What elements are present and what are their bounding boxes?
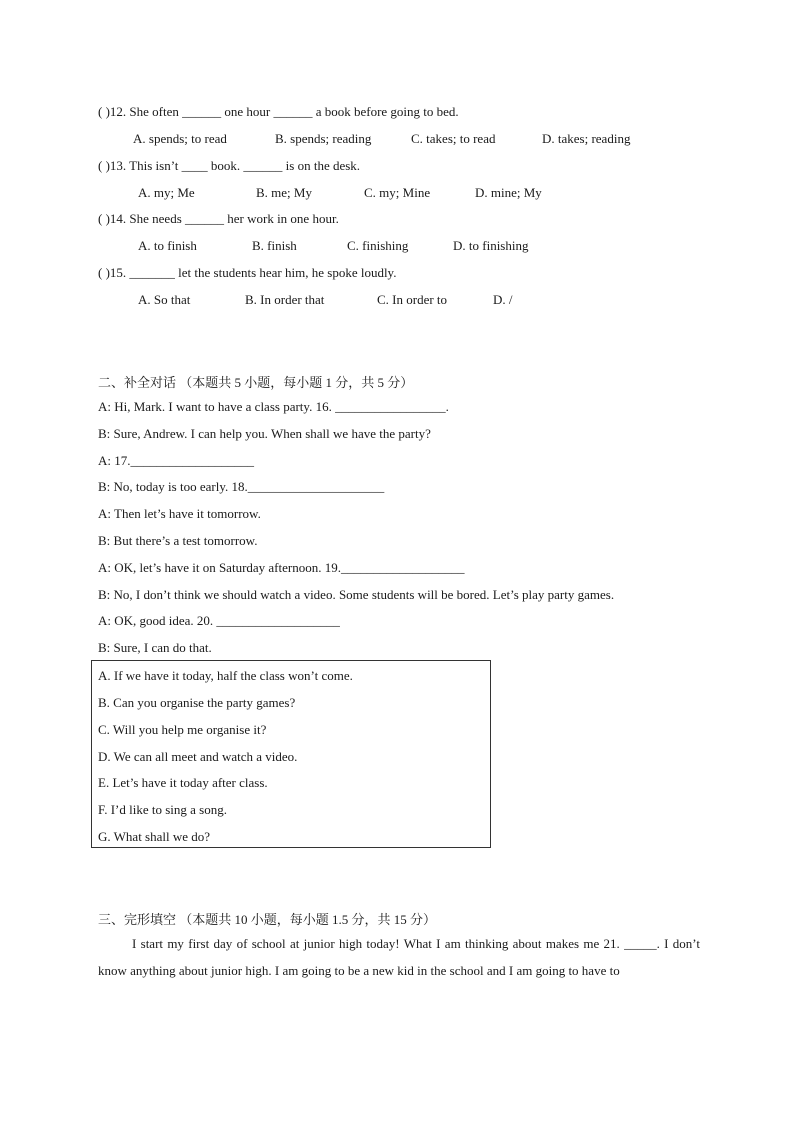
question-stem: ( )14. She needs ______ her work in one hour. bbox=[98, 211, 339, 226]
option-b: B. In order that bbox=[245, 292, 325, 307]
dialogue-line: B: No, I don’t think we should watch a video. Some students will be bored. Let’s play party games. bbox=[98, 587, 615, 602]
option-b: B. me; My bbox=[256, 185, 312, 200]
cloze-paragraph: I start my first day of school at junior high today! What I am thinking about makes me 21. _____. I don’t know anything about junior high. I am going to be a new kid in the school and I am going to have to bbox=[98, 936, 700, 978]
choice-item: D. We can all meet and watch a video. bbox=[98, 749, 298, 764]
option-c: C. my; Mine bbox=[364, 185, 431, 200]
option-c: C. In order to bbox=[377, 292, 448, 307]
choice-item: F. I’d like to sing a song. bbox=[98, 802, 227, 817]
option-a: A. my; Me bbox=[138, 185, 195, 200]
question-stem: ( )13. This isn’t ____ book. ______ is on the desk. bbox=[98, 158, 361, 173]
dialogue-line: B: No, today is too early. 18._____________________ bbox=[98, 479, 385, 494]
question-stem: ( )12. She often ______ one hour ______ a book before going to bed. bbox=[98, 104, 459, 119]
option-b: B. spends; reading bbox=[275, 131, 372, 146]
dialogue-line: A: OK, good idea. 20. ___________________ bbox=[98, 613, 340, 628]
section-2-title: 二、补全对话 （本题共 5 小题，每小题 1 分，共 5 分） bbox=[98, 375, 414, 390]
option-c: C. takes; to read bbox=[411, 131, 496, 146]
dialogue-line: A: Hi, Mark. I want to have a class party. 16. _________________. bbox=[98, 399, 449, 414]
choice-item: E. Let’s have it today after class. bbox=[98, 775, 268, 790]
option-d: D. mine; My bbox=[475, 185, 542, 200]
answer-choices-box bbox=[91, 660, 491, 848]
choice-item: C. Will you help me organise it? bbox=[98, 722, 267, 737]
option-d: D. to finishing bbox=[453, 238, 529, 253]
dialogue-line: B: Sure, Andrew. I can help you. When shall we have the party? bbox=[98, 426, 431, 441]
option-a: A. to finish bbox=[138, 238, 197, 253]
question-stem: ( )15. _______ let the students hear him, he spoke loudly. bbox=[98, 265, 397, 280]
dialogue-line: A: OK, let’s have it on Saturday afternoon. 19.___________________ bbox=[98, 560, 465, 575]
dialogue-line: B: But there’s a test tomorrow. bbox=[98, 533, 258, 548]
option-a: A. So that bbox=[138, 292, 191, 307]
choice-item: A. If we have it today, half the class won’t come. bbox=[98, 668, 353, 683]
option-b: B. finish bbox=[252, 238, 297, 253]
dialogue-line: A: Then let’s have it tomorrow. bbox=[98, 506, 261, 521]
dialogue-line: B: Sure, I can do that. bbox=[98, 640, 212, 655]
option-d: D. takes; reading bbox=[542, 131, 631, 146]
choice-item: B. Can you organise the party games? bbox=[98, 695, 296, 710]
section-3-title: 三、完形填空 （本题共 10 小题，每小题 1.5 分，共 15 分） bbox=[98, 912, 437, 927]
choice-item: G. What shall we do? bbox=[98, 829, 211, 844]
option-a: A. spends; to read bbox=[133, 131, 227, 146]
dialogue-line: A: 17.___________________ bbox=[98, 453, 254, 468]
option-d: D. / bbox=[493, 292, 513, 307]
option-c: C. finishing bbox=[347, 238, 409, 253]
